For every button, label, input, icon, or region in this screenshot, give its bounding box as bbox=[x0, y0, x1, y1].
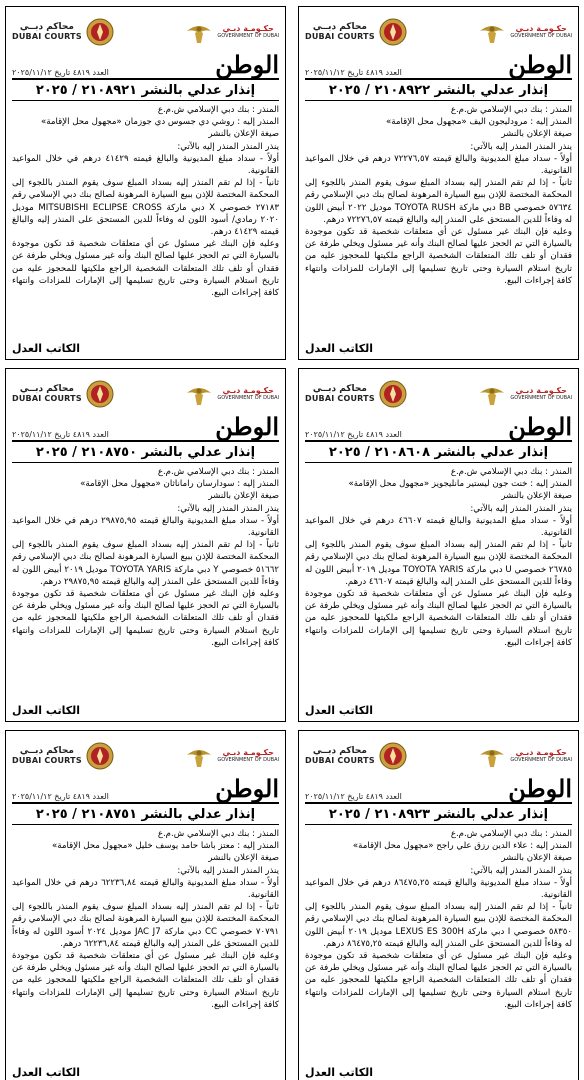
first-clause: أولاً - سداد مبلغ المديونية والبالغ قيمته ٤٦٦٠٧ درهم في خلال المواعيد القانونية. bbox=[305, 515, 572, 539]
courts-emblem-icon bbox=[85, 741, 115, 771]
intro-line: ينذر المنذر المنذر إليه بالآتي: bbox=[177, 141, 279, 152]
notice-body bbox=[305, 104, 572, 341]
legal-notice bbox=[5, 730, 286, 1080]
publication-form-line: صيغة الإعلان بالنشر bbox=[208, 853, 279, 864]
issue-date: العدد ٤٨١٩ تاريخ ٢٠٢٥/١١/١٢ bbox=[12, 68, 109, 77]
dubai-courts-logo bbox=[305, 741, 408, 771]
gov-name-ar: حكـومـة دبـي bbox=[222, 24, 274, 34]
notifier-line: المنذر : بنك دبي الإسلامي ش.م.ع bbox=[450, 829, 572, 839]
masthead bbox=[12, 50, 279, 80]
newspaper-name: الوطن bbox=[215, 412, 279, 441]
government-of-dubai-logo bbox=[477, 741, 572, 771]
notary-signature: الكاتب العدل bbox=[305, 1066, 374, 1079]
first-clause: أولاً - سداد مبلغ المديونية والبالغ قيمته ٦٢٢٣٦,٨٤ درهم في خلال المواعيد القانونية. bbox=[12, 877, 279, 901]
gov-name-en: GOVERNMENT OF DUBAI bbox=[510, 394, 572, 401]
courts-name-en: DUBAI COURTS bbox=[12, 755, 82, 765]
dubai-courts-logo bbox=[305, 17, 408, 47]
issue-date: العدد ٤٨١٩ تاريخ ٢٠٢٥/١١/١٢ bbox=[305, 430, 402, 439]
newspaper-name: الوطن bbox=[508, 50, 572, 79]
gov-name-en: GOVERNMENT OF DUBAI bbox=[510, 756, 572, 763]
notice-body bbox=[12, 466, 279, 703]
courts-name-en: DUBAI COURTS bbox=[12, 31, 82, 41]
government-of-dubai-logo bbox=[477, 379, 572, 409]
liability-clause: وعليه فإن البنك غير مسئول عن أي متعلقات شخصية قد تكون موجودة بالسيارة التي تم الحجز عليها لصالح البنك وأنه غير مسئول ويخلي طرفة عن فقدان أو تلف تلك المتعلقات الشخصية الراجع ملكيتها للمحجوز عليه من تاريخ استلام السيارة وحتى تاريخ تسليمها إلى الإمارات للمزادات وانتهاء كافة إجراءات البيع. bbox=[305, 227, 572, 286]
gov-name-ar: حكـومـة دبـي bbox=[222, 386, 274, 396]
notary-signature: الكاتب العدل bbox=[305, 704, 374, 717]
courts-name-en: DUBAI COURTS bbox=[305, 31, 375, 41]
notified-line: المنذر إليه : علاء الدين رزق علي راجح «مجهول محل الإقامة» bbox=[352, 841, 572, 852]
notary-signature: الكاتب العدل bbox=[12, 704, 81, 717]
notice-title: إنذار عدلي بالنشر ٢١٠٨٧٥٠ / ٢٠٢٥ bbox=[12, 445, 279, 463]
publication-form-line: صيغة الإعلان بالنشر bbox=[501, 853, 572, 864]
gov-name-en: GOVERNMENT OF DUBAI bbox=[217, 756, 279, 763]
notice-body bbox=[305, 828, 572, 1065]
first-clause: أولاً - سداد مبلغ المديونية والبالغ قيمته ٤١٤٢٩ درهم في خلال المواعيد القانونية. bbox=[12, 153, 279, 177]
publication-form-line: صيغة الإعلان بالنشر bbox=[501, 491, 572, 502]
falcon-emblem-icon bbox=[184, 17, 214, 47]
dubai-courts-logo bbox=[12, 741, 115, 771]
masthead bbox=[305, 774, 572, 804]
logos-row bbox=[305, 11, 572, 53]
government-of-dubai-logo bbox=[477, 17, 572, 47]
liability-clause: وعليه فإن البنك غير مسئول عن أي متعلقات شخصية قد تكون موجودة بالسيارة التي تم الحجز عليها لصالح البنك وأنه غير مسئول ويخلي طرفة عن فقدان أو تلف تلك المتعلقات الشخصية الراجع ملكيتها للمحجوز عليه من تاريخ استلام السيارة وحتى تاريخ تسليمها إلى الإمارات للمزادات وانتهاء كافة إجراءات البيع. bbox=[305, 589, 572, 648]
gov-name-ar: حكـومـة دبـي bbox=[515, 386, 567, 396]
masthead bbox=[12, 412, 279, 442]
logos-row bbox=[305, 373, 572, 415]
notified-line: المنذر إليه : معتز باشا حامد يوسف خليل «مجهول محل الإقامة» bbox=[52, 841, 279, 852]
courts-name-en: DUBAI COURTS bbox=[305, 755, 375, 765]
notice-title: إنذار عدلي بالنشر ٢١٠٨٦٠٨ / ٢٠٢٥ bbox=[305, 445, 572, 463]
notified-line: المنذر إليه : خنت جون ليستير مانليجويز «مجهول محل الإقامة» bbox=[348, 479, 572, 490]
first-clause: أولاً - سداد مبلغ المديونية والبالغ قيمته ٢٩٨٧٥,٩٥ درهم في خلال المواعيد القانونية. bbox=[12, 515, 279, 539]
newspaper-name: الوطن bbox=[215, 774, 279, 803]
second-clause: ثانياً - إذا لم تقم المنذر إليه بسداد المبلغ سوف يقوم المنذر باللجوء إلى المحكمة المختصة للإذن ببيع السيارة المرهونة لصالح بنك دبي الإسلامي رقم ٧٠٧٩١ خصوصي CC دبي ماركة JAC J7 موديل ٢٠٢٤ أسود اللون له وفاءاً للدين المستحق على المنذر إليه والبالغ قيمته ٦٢٢٣٦,٨٤ درهم. bbox=[12, 902, 279, 949]
notifier-line: المنذر : بنك دبي الإسلامي ش.م.ع bbox=[450, 105, 572, 115]
masthead bbox=[12, 774, 279, 804]
notice-body bbox=[305, 466, 572, 703]
intro-line: ينذر المنذر المنذر إليه بالآتي: bbox=[177, 865, 279, 876]
publication-form-line: صيغة الإعلان بالنشر bbox=[501, 129, 572, 140]
gov-name-ar: حكـومـة دبـي bbox=[515, 24, 567, 34]
logos-row bbox=[12, 373, 279, 415]
courts-emblem-icon bbox=[378, 741, 408, 771]
courts-name-en: DUBAI COURTS bbox=[12, 393, 82, 403]
issue-date: العدد ٤٨١٩ تاريخ ٢٠٢٥/١١/١٢ bbox=[305, 792, 402, 801]
second-clause: ثانياً - إذا لم تقم المنذر إليه بسداد المبلغ سوف يقوم المنذر باللجوء إلى المحكمة المختصة للإذن ببيع السيارة المرهونة لصالح بنك دبي الإسلامي رقم ٥١٦٦٢ خصوصي Y دبي ماركة TOYOTA YARIS موديل ٢٠١٩ أبيض اللون له وفاءاً للدين المستحق على المنذر إليه والبالغ قيمته ٢٩٨٧٥,٩٥ درهم. bbox=[12, 540, 279, 587]
falcon-emblem-icon bbox=[477, 379, 507, 409]
falcon-emblem-icon bbox=[184, 741, 214, 771]
publication-form-line: صيغة الإعلان بالنشر bbox=[208, 129, 279, 140]
logos-row bbox=[12, 11, 279, 53]
courts-name-ar: محاكم دبــي bbox=[19, 384, 74, 395]
issue-date: العدد ٤٨١٩ تاريخ ٢٠٢٥/١١/١٢ bbox=[12, 792, 109, 801]
intro-line: ينذر المنذر المنذر إليه بالآتي: bbox=[470, 141, 572, 152]
notifier-line: المنذر : بنك دبي الإسلامي ش.م.ع bbox=[157, 467, 279, 477]
falcon-emblem-icon bbox=[477, 17, 507, 47]
masthead bbox=[305, 412, 572, 442]
government-of-dubai-logo bbox=[184, 17, 279, 47]
courts-emblem-icon bbox=[85, 17, 115, 47]
notary-signature: الكاتب العدل bbox=[12, 1066, 81, 1079]
courts-name-ar: محاكم دبــي bbox=[312, 746, 367, 757]
intro-line: ينذر المنذر المنذر إليه بالآتي: bbox=[470, 503, 572, 514]
issue-date: العدد ٤٨١٩ تاريخ ٢٠٢٥/١١/١٢ bbox=[305, 68, 402, 77]
notary-signature: الكاتب العدل bbox=[12, 342, 81, 355]
notified-line: المنذر إليه : سودارسان راماناثان «مجهول محل الإقامة» bbox=[80, 479, 279, 490]
dubai-courts-logo bbox=[305, 379, 408, 409]
notary-signature: الكاتب العدل bbox=[305, 342, 374, 355]
legal-notice bbox=[298, 730, 579, 1080]
gov-name-ar: حكـومـة دبـي bbox=[515, 748, 567, 758]
government-of-dubai-logo bbox=[184, 379, 279, 409]
notice-title: إنذار عدلي بالنشر ٢١٠٨٧٥١ / ٢٠٢٥ bbox=[12, 807, 279, 825]
publication-form-line: صيغة الإعلان بالنشر bbox=[208, 491, 279, 502]
legal-notice bbox=[298, 6, 579, 360]
liability-clause: وعليه فإن البنك غير مسئول عن أي متعلقات شخصية قد تكون موجودة بالسيارة التي تم الحجز عليها لصالح البنك وأنه غير مسئول ويخلي طرفة عن فقدان أو تلف تلك المتعلقات الشخصية الراجع ملكيتها للمحجوز عليه من تاريخ استلام السيارة وحتى تاريخ تسليمها إلى الإمارات للمزادات وانتهاء كافة إجراءات البيع. bbox=[12, 589, 279, 648]
notice-title: إنذار عدلي بالنشر ٢١٠٨٩٢١ / ٢٠٢٥ bbox=[12, 83, 279, 101]
masthead bbox=[305, 50, 572, 80]
gov-name-en: GOVERNMENT OF DUBAI bbox=[217, 394, 279, 401]
legal-notice bbox=[298, 368, 579, 722]
second-clause: ثانياً - إذا لم تقم المنذر إليه بسداد المبلغ سوف يقوم المنذر باللجوء إلى المحكمة المختصة للإذن ببيع السيارة المرهونة لصالح بنك دبي الإسلامي رقم ٥٨٣٥٠ خصوصي I دبي ماركة LEXUS ES 300H موديل ٢٠١٩ أبيض اللون له وفاءاً للدين المستحق على المنذر إليه والبالغ قيمته ٨٦٤٧٥,٢٥ درهم. bbox=[305, 902, 572, 949]
first-clause: أولاً - سداد مبلغ المديونية والبالغ قيمته ٧٢٢٧٦,٥٧ درهم في خلال المواعيد القانونية. bbox=[305, 153, 572, 177]
legal-notice bbox=[5, 6, 286, 360]
newspaper-name: الوطن bbox=[215, 50, 279, 79]
courts-name-ar: محاكم دبــي bbox=[312, 384, 367, 395]
gov-name-ar: حكـومـة دبـي bbox=[222, 748, 274, 758]
intro-line: ينذر المنذر المنذر إليه بالآتي: bbox=[177, 503, 279, 514]
first-clause: أولاً - سداد مبلغ المديونية والبالغ قيمته ٨٦٤٧٥,٢٥ درهم في خلال المواعيد القانونية. bbox=[305, 877, 572, 901]
courts-emblem-icon bbox=[378, 17, 408, 47]
courts-name-ar: محاكم دبــي bbox=[312, 22, 367, 33]
logos-row bbox=[305, 735, 572, 777]
intro-line: ينذر المنذر المنذر إليه بالآتي: bbox=[470, 865, 572, 876]
government-of-dubai-logo bbox=[184, 741, 279, 771]
second-clause: ثانياً - إذا لم تقم المنذر إليه بسداد المبلغ سوف يقوم المنذر باللجوء إلى المحكمة المختصة للإذن ببيع السيارة المرهونة لصالح بنك دبي الإسلامي رقم ٢٧١٨٣ خصوصي X دبي ماركة MITSUBISHI ECLIPSE CROSS موديل ٢٠٢٠ رمادي/ أسود اللون له وفاءاً للدين المستحق على المنذر إليه والبالغ قيمته ٤١٤٢٩ درهم. bbox=[12, 178, 279, 238]
notifier-line: المنذر : بنك دبي الإسلامي ش.م.ع bbox=[157, 829, 279, 839]
dubai-courts-logo bbox=[12, 379, 115, 409]
second-clause: ثانياً - إذا لم تقم المنذر إليه بسداد المبلغ سوف يقوم المنذر باللجوء إلى المحكمة المختصة للإذن ببيع السيارة المرهونة لصالح بنك دبي الإسلامي رقم ٢٦٧٨٥ خصوصي U دبي ماركة TOYOTA YARIS موديل ٢٠١٩ أبيض اللون له وفاءاً للدين المستحق على المنذر إليه والبالغ قيمته ٤٦٦٠٧ درهم. bbox=[305, 540, 572, 587]
dubai-courts-logo bbox=[12, 17, 115, 47]
falcon-emblem-icon bbox=[477, 741, 507, 771]
liability-clause: وعليه فإن البنك غير مسئول عن أي متعلقات شخصية قد تكون موجودة بالسيارة التي تم الحجز عليها لصالح البنك وأنه غير مسئول ويخلي طرفة عن فقدان أو تلف تلك المتعلقات الشخصية الراجع ملكيتها للمحجوز عليه من تاريخ استلام السيارة وحتى تاريخ تسليمها إلى الإمارات للمزادات وانتهاء كافة إجراءات البيع. bbox=[12, 951, 279, 1010]
falcon-emblem-icon bbox=[184, 379, 214, 409]
notice-title: إنذار عدلي بالنشر ٢١٠٨٩٢٢ / ٢٠٢٥ bbox=[305, 83, 572, 101]
newspaper-name: الوطن bbox=[508, 412, 572, 441]
courts-name-ar: محاكم دبــي bbox=[19, 746, 74, 757]
notifier-line: المنذر : بنك دبي الإسلامي ش.م.ع bbox=[157, 105, 279, 115]
gov-name-en: GOVERNMENT OF DUBAI bbox=[217, 32, 279, 39]
courts-name-ar: محاكم دبــي bbox=[19, 22, 74, 33]
liability-clause: وعليه فإن البنك غير مسئول عن أي متعلقات شخصية قد تكون موجودة بالسيارة التي تم الحجز عليها لصالح البنك وأنه غير مسئول ويخلي طرفة عن فقدان أو تلف تلك المتعلقات الشخصية الراجع ملكيتها للمحجوز عليه من تاريخ استلام السيارة وحتى تاريخ تسليمها إلى الإمارات للمزادات وانتهاء كافة إجراءات البيع. bbox=[12, 239, 279, 299]
courts-emblem-icon bbox=[85, 379, 115, 409]
newspaper-name: الوطن bbox=[508, 774, 572, 803]
notice-body bbox=[12, 104, 279, 341]
legal-notice bbox=[5, 368, 286, 722]
courts-name-en: DUBAI COURTS bbox=[305, 393, 375, 403]
notified-line: المنذر إليه : روشي دي جسوس دي جوزمان «مجهول محل الإقامة» bbox=[41, 117, 279, 128]
notified-line: المنذر إليه : مرودليجون اليف «مجهول محل الإقامة» bbox=[386, 117, 572, 128]
courts-emblem-icon bbox=[378, 379, 408, 409]
liability-clause: وعليه فإن البنك غير مسئول عن أي متعلقات شخصية قد تكون موجودة بالسيارة التي تم الحجز عليها لصالح البنك وأنه غير مسئول ويخلي طرفة عن فقدان أو تلف تلك المتعلقات الشخصية الراجع ملكيتها للمحجوز عليه من تاريخ استلام السيارة وحتى تاريخ تسليمها إلى الإمارات للمزادات وانتهاء كافة إجراءات البيع. bbox=[305, 951, 572, 1010]
gov-name-en: GOVERNMENT OF DUBAI bbox=[510, 32, 572, 39]
logos-row bbox=[12, 735, 279, 777]
notifier-line: المنذر : بنك دبي الإسلامي ش.م.ع bbox=[450, 467, 572, 477]
second-clause: ثانياً - إذا لم تقم المنذر إليه بسداد المبلغ سوف يقوم المنذر باللجوء إلى المحكمة المختصة للإذن ببيع السيارة المرهونة لصالح بنك دبي الإسلامي رقم ٥٧٦٣٤ خصوصي BB دبي ماركة TOYOTA RUSH موديل ٢٠٢٢ أبيض اللون له وفاءاً للدين المستحق على المنذر إليه والبالغ قيمته ٧٢٢٧٦,٥٧ درهم. bbox=[305, 178, 572, 225]
notice-title: إنذار عدلي بالنشر ٢١٠٨٩٢٣ / ٢٠٢٥ bbox=[305, 807, 572, 825]
notice-body bbox=[12, 828, 279, 1065]
issue-date: العدد ٤٨١٩ تاريخ ٢٠٢٥/١١/١٢ bbox=[12, 430, 109, 439]
